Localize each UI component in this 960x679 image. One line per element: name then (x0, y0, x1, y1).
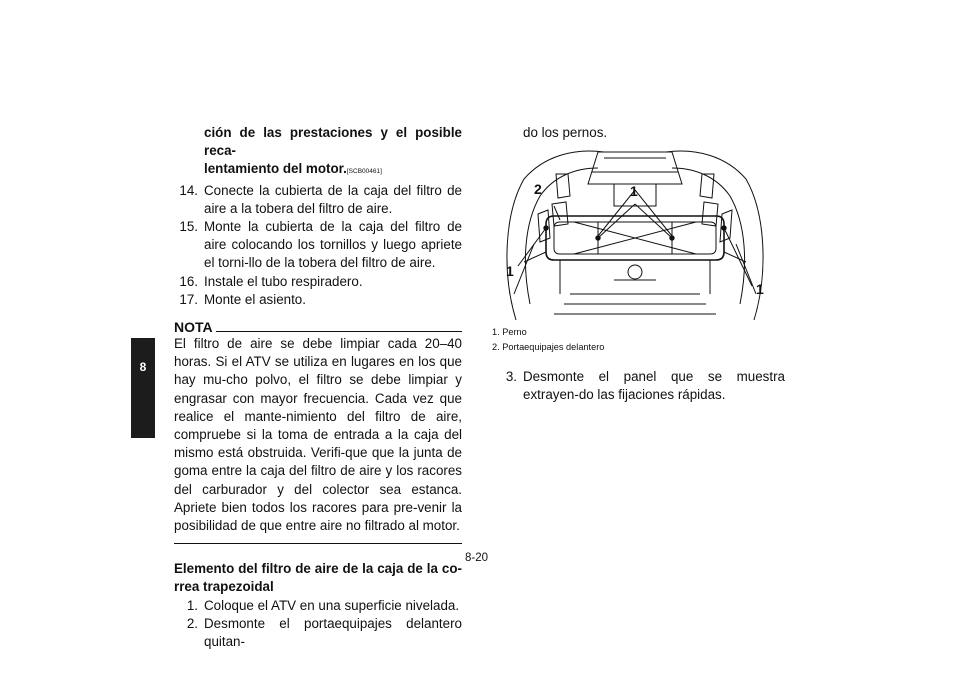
step-14 (174, 182, 462, 218)
warning-continuation-line2 (174, 160, 462, 181)
step-number: 14. (179, 182, 198, 198)
warning-continuation-text: lentamiento del motor. (204, 161, 347, 177)
callout-2: 2 (534, 181, 542, 197)
step-number: 3. (505, 369, 517, 384)
step-text: Monte el asiento. (204, 291, 306, 307)
nota-label: NOTA (174, 319, 213, 336)
chapter-tab-label: 8 (139, 360, 147, 374)
callout-1-top: 1 (630, 183, 638, 199)
section-title: Elemento del filtro de aire de la caja de la co-rrea trapezoidal (174, 561, 462, 595)
sub-step-1 (174, 597, 462, 615)
step-number: 17. (179, 291, 198, 307)
nota-header (174, 319, 462, 335)
warning-code: [SCB00461] (346, 168, 382, 176)
step-text: Instale el tubo respiradero. (204, 273, 363, 289)
step-15 (174, 218, 462, 273)
step-text: Desmonte el portaequipajes delantero quitan- (204, 615, 462, 650)
step-number: 16. (179, 273, 198, 289)
continuation-text: do los pernos. (523, 125, 608, 140)
callout-1-right: 1 (756, 281, 764, 297)
caption-2: 2. Portaequipajes delantero (492, 342, 605, 352)
step-text: Coloque el ATV en una superficie nivelada. (204, 597, 460, 613)
step-number: 1. (186, 597, 198, 613)
step-number: 15. (179, 219, 198, 235)
nota-text: El filtro de aire se debe limpiar cada 20–40 horas. Si el ATV se utiliza en lugares en los que hay mu-cho polvo, el filtro se debe limpiar y engrasar con mayor frecuencia. Cada vez que realice el mante-nimiento del filtro de aire, compruebe si la toma de entrada a la caja del mismo está obstruida. Verifi-que que la junta de goma entre la caja del filtro de aire y los racores del carburador y del colector sea estanca. Apriete bien todos los racores para pre-venir la posibilidad de que entre aire no filtrado al motor. (174, 336, 462, 534)
sub-step-2 (174, 615, 462, 651)
step-3-item (493, 368, 785, 404)
step-text: Desmonte el panel que se muestra extrayen-do las fijaciones rápidas. (523, 369, 785, 403)
nota-rule (216, 331, 462, 332)
step-number: 2. (186, 615, 198, 631)
page-number: 8-20 (465, 552, 489, 564)
nota-end-rule (174, 543, 462, 544)
chapter-tab (131, 338, 155, 438)
figure-captions (492, 325, 604, 355)
step-3 (493, 368, 785, 404)
step-text: Monte la cubierta de la caja del filtro de aire colocando los tornillos y luego apriete el torni-llo de la tobera del filtro de aire. (204, 219, 462, 271)
step-17 (174, 291, 462, 309)
caption-1: 1. Perno (492, 327, 527, 337)
callout-1-left: 1 (506, 263, 514, 279)
right-column (493, 124, 783, 142)
warning-continuation-line1: ción de las prestaciones y el posible reca- (204, 125, 462, 159)
left-column (174, 124, 462, 651)
step-text: Conecte la cubierta de la caja del filtro de aire a la tobera del filtro de aire. (204, 182, 462, 216)
front-carrier-illustration (494, 144, 776, 322)
step-16 (174, 273, 462, 291)
